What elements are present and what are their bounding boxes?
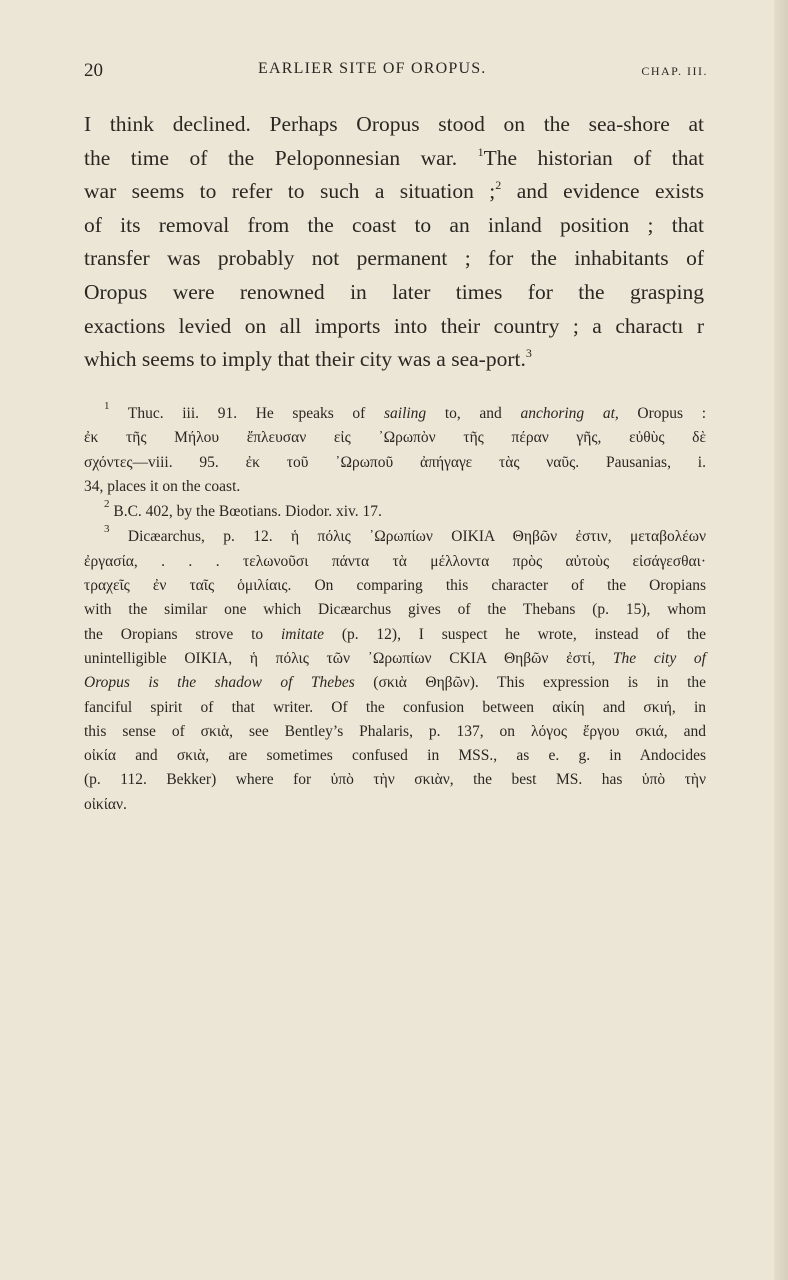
body-line: transfer was probably not permanent ; for the inhabitants of [84,246,704,271]
page-number: 20 [84,60,103,81]
footnote-line: σχόντες—viii. 95. ἐκ τοῦ ᾿Ωρωποῦ ἀπήγαγε τὰς ναῦς. Pausanias, i. [84,453,706,471]
footnote-line: ἐργασία, . . . τελωνοῦσι πάντα τὰ μέλλοντα πρὸς αὐτοὺς εἰσάγεσθαι· [84,552,706,570]
footnote-line: 34, places it on the coast. [84,477,241,495]
footnote-line: $^2$ B.C. 402, by the Bœotians. Diodor. xiv. 17. [104,498,382,521]
footnote-line: ἐκ τῆς Μήλου ἔπλευσαν εἰς ᾿Ωρωπὸν τῆς πέραν γῆς, εὐθὺς δὲ [84,429,706,447]
footnote-2 [84,500,706,524]
footnote-1 [84,402,706,499]
body-line: which seems to imply that their city was a sea-port.$^3$ [84,346,532,372]
footnote-3 [84,525,706,817]
page-edge [774,0,788,1280]
footnote-marker: 3 [104,523,110,536]
body-line: Oropus were renowned in later times for the grasping [84,279,704,304]
body-line: exactions levied on all imports into their country ; a charactı r [84,313,704,338]
footnote-line: this sense of σκιὰ, see Bentley’s Phalaris, p. 137, on λόγος ἔργου σκιά, and [84,722,706,740]
body-line: war seems to refer to such a situation ;$^2$ and evidence exists [84,178,704,204]
footnote-line: τραχεῖς ἐν ταῖς ὁμιλίαις. On comparing this character of the Oropians [84,577,706,595]
body-line: I think declined. Perhaps Oropus stood on the sea-shore at [84,112,704,136]
footnote-marker: 2 [104,498,110,511]
body-paragraph [84,108,704,377]
footnote-line: οἰκία and σκιὰ, are sometimes confused in MSS., as e. g. in Andocides [84,747,706,765]
footnote-line: οἰκίαν. [84,795,127,813]
footnote-line: (p. 112. Bekker) where for ὑπὸ τὴν σκιὰν, the best MS. has ὑπὸ τὴν [84,771,706,789]
footnote-line: $^3$ Dicæarchus, p. 12. ἡ πόλις ᾿Ωρωπίων OIKIA Θηβῶν ἐστιν, μεταβολέων [104,523,706,546]
footnote-line: with the similar one which Dicæarchus gives of the Thebans (p. 15), whom [84,601,706,619]
footnote-line: the Oropians strove to imitate (p. 12), I suspect he wrote, instead of the [84,625,706,643]
running-title: EARLIER SITE OF OROPUS. [258,60,487,77]
body-line: the time of the Peloponnesian war. $^1$The historian of that [84,144,704,170]
body-line: of its removal from the coast to an inland position ; that [84,212,704,237]
footnote-line: fanciful spirit of that writer. Of the confusion between αἰκίη and σκιή, in [84,698,706,716]
footnote-line: $^1$ Thuc. iii. 91. He speaks of sailing to, and anchoring at, Oropus : [104,400,707,422]
footnote-marker: 1 [104,400,110,412]
footnote-ref: 2 [495,178,502,193]
page-header [82,58,708,88]
chapter-label: CHAP. III. [641,64,708,78]
footnote-ref: 3 [525,346,532,361]
footnote-line: unintelligible OIKIA, ἡ πόλις τῶν ᾿Ωρωπίων CKIA Θηβῶν ἐστί, The city of [84,649,706,667]
footnote-line: Oropus is the shadow of Thebes (σκιὰ Θηβῶν). This expression is in the [84,674,707,692]
footnote-ref: 1 [477,144,484,159]
footnotes [84,402,706,818]
